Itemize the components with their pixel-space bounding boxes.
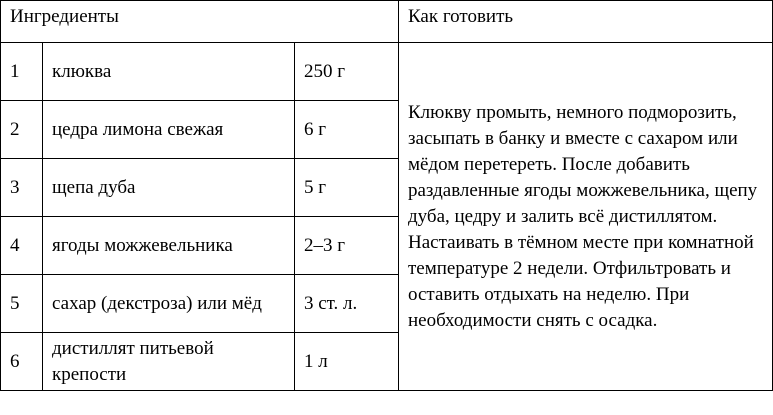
ingredient-name: клюква (43, 43, 295, 101)
ingredient-amount: 5 г (295, 159, 399, 217)
ingredient-amount: 1 л (295, 333, 399, 391)
table-header-row (1, 1, 773, 43)
howto-header: Как готовить (399, 1, 773, 43)
ingredient-number: 2 (1, 101, 43, 159)
ingredients-header: Ингредиенты (1, 1, 399, 43)
ingredient-amount: 2–3 г (295, 217, 399, 275)
ingredient-name: сахар (декстроза) или мёд (43, 275, 295, 333)
ingredient-amount: 3 ст. л. (295, 275, 399, 333)
ingredient-name: дистиллят питьевой крепости (43, 333, 295, 391)
instructions-text: Клюкву промыть, немного подморозить, засыпать в банку и вместе с сахаром или мёдом перетереть. После добавить раздавленные ягоды можжевельника, щепу дуба, цедру и залить всё дистиллятом. Настаивать в тёмном месте при комнатной температуре 2 недели. Отфильтровать и оставить отдыхать на неделю. При необходимости снять с осадка. (399, 43, 773, 391)
ingredient-number: 3 (1, 159, 43, 217)
ingredient-amount: 250 г (295, 43, 399, 101)
ingredient-number: 6 (1, 333, 43, 391)
ingredient-number: 4 (1, 217, 43, 275)
ingredient-number: 5 (1, 275, 43, 333)
ingredient-amount: 6 г (295, 101, 399, 159)
ingredient-number: 1 (1, 43, 43, 101)
ingredient-row (1, 43, 773, 101)
ingredient-name: ягоды можжевельника (43, 217, 295, 275)
ingredient-name: цедра лимона свежая (43, 101, 295, 159)
ingredient-name: щепа дуба (43, 159, 295, 217)
